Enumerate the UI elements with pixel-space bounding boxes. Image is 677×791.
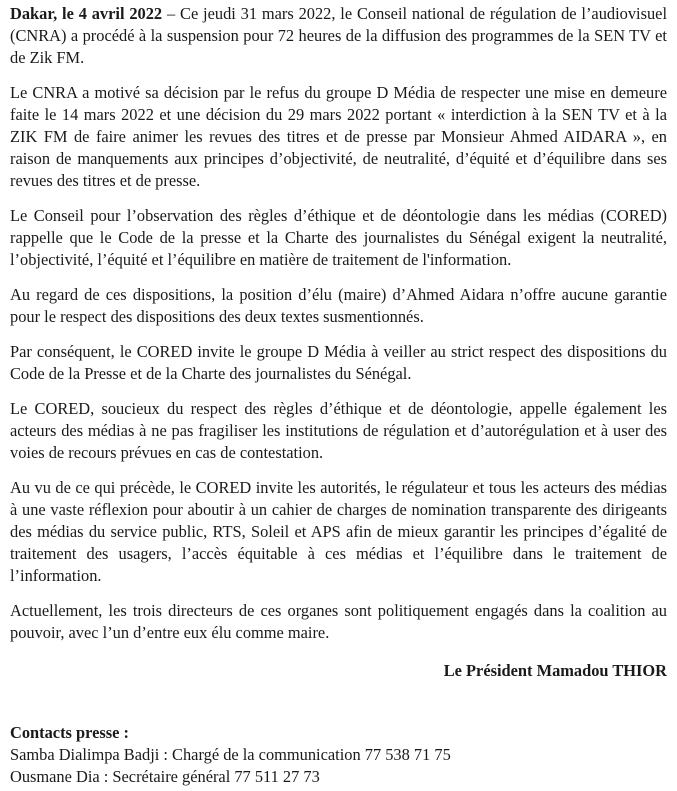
paragraph-directeurs-coalition: Actuellement, les trois directeurs de ces organes sont politiquement engagés dans la coalition au pouvoir, avec l’un d’entre eux élu comme maire.	[10, 601, 667, 642]
contacts-section	[10, 722, 667, 788]
paragraph-invite-dmedia: Par conséquent, le CORED invite le groupe D Média à veiller au strict respect des dispositions du Code de la Presse et de la Charte des journalistes du Sénégal.	[10, 342, 667, 383]
paragraph-appel-acteurs: Le CORED, soucieux du respect des règles d’éthique et de déontologie, appelle également les acteurs des médias à ne pas fragiliser les institutions de régulation et d’autorégulation et à user des voies de recours prévues en cas de contestation.	[10, 399, 667, 462]
signature-president: Le Président Mamadou THIOR	[443, 661, 667, 680]
paragraph-cored-rappel: Le Conseil pour l’observation des règles d’éthique et de déontologie dans les médias (CORED) rappelle que le Code de la presse et la Charte des journalistes du Sénégal exigent la neutralité, l’objectivité, l’équité et l’équilibre en matière de traitement de l'information.	[10, 206, 667, 269]
contact-line-secretaire: Ousmane Dia : Secrétaire général 77 511 27 73	[10, 767, 320, 786]
contact-line-communication: Samba Dialimpa Badji : Chargé de la communication 77 538 71 75	[10, 745, 451, 764]
paragraph-reflexion-nomination: Au vu de ce qui précède, le CORED invite les autorités, le régulateur et tous les acteurs des médias à une vaste réflexion pour aboutir à un cahier de charges de nomination transparente des dirigeants des médias du service public, RTS, Soleil et APS afin de mieux garantir les principes d’égalité de traitement des usagers, l’accès équitable à ces médias et l’équilibre dans le traitement de l’information.	[10, 478, 667, 585]
paragraph-position-elu: Au regard de ces dispositions, la position d’élu (maire) d’Ahmed Aidara n’offre aucune garantie pour le respect des dispositions des deux textes susmentionnés.	[10, 285, 667, 326]
paragraph-cnra-decision: Le CNRA a motivé sa décision par le refus du groupe D Média de respecter une mise en demeure faite le 14 mars 2022 et une décision du 29 mars 2022 portant « interdiction à la SEN TV et à la ZIK FM de faire animer les revues des titres et de presse par Monsieur Ahmed AIDARA », en raison de manquements aux principes d’objectivité, de neutralité, d’équité et d’équilibre dans ses revues des titres et de presse.	[10, 83, 667, 190]
dateline-bold: Dakar, le 4 avril 2022	[10, 4, 163, 23]
dateline-rest: – Ce jeudi 31 mars 2022, le Conseil national de régulation de l’audiovisuel (CNRA) a procédé à la suspension pour 72 heures de la diffusion des programmes de la SEN TV et de Zik FM.	[10, 4, 667, 67]
paragraph-dateline	[10, 3, 667, 69]
contacts-heading: Contacts presse :	[10, 723, 129, 742]
